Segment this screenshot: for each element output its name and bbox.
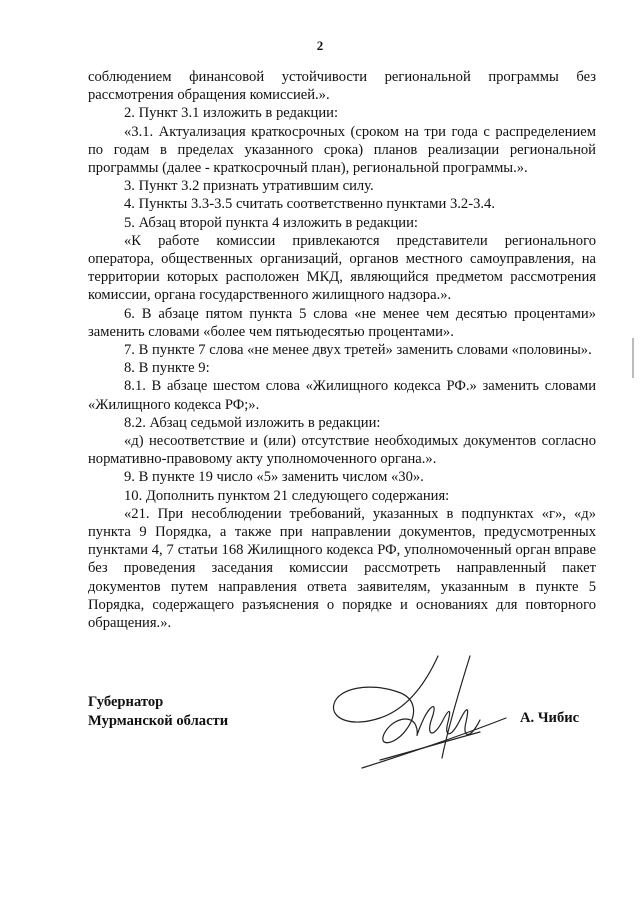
paragraph: 9. В пункте 19 число «5» заменить числом «30».	[124, 469, 424, 486]
paragraph: 7. В пункте 7 слова «не менее двух третей» заменить словами «половины».	[124, 342, 592, 359]
paragraph: соблюдением финансовой устойчивости региональной программы без рассмотрения обращения комиссией.».	[88, 69, 596, 104]
paragraph: «д) несоответствие и (или) отсутствие необходимых документов согласно нормативно-правовому акту уполномоченного органа.».	[88, 433, 596, 468]
paragraph: 8.1. В абзаце шестом слова «Жилищного кодекса РФ.» заменить словами «Жилищного кодекса РФ;».	[88, 378, 596, 413]
signer-name: А. Чибис	[520, 710, 580, 726]
page-number: 2	[316, 38, 324, 53]
paragraph: 5. Абзац второй пункта 4 изложить в редакции:	[124, 214, 418, 231]
paragraph: 3. Пункт 3.2 признать утратившим силу.	[124, 178, 374, 195]
paragraph: «3.1. Актуализация краткосрочных (сроком на три года с распределением по годам в пределах указанного срока) планов реализации региональной программы (далее - краткосрочный план), региональной программы.».	[88, 123, 596, 177]
handwritten-signature	[320, 648, 520, 778]
paragraph: 8. В пункте 9:	[124, 360, 210, 377]
paragraph: 2. Пункт 3.1 изложить в редакции:	[124, 105, 339, 122]
signer-title-line: Губернатор	[88, 694, 164, 710]
paragraph: 6. В абзаце пятом пункта 5 слова «не менее чем десятью процентами» заменить словами «более чем пятьюдесятью процентами».	[88, 305, 596, 340]
scan-edge-mark	[632, 338, 634, 378]
paragraph: 4. Пункты 3.3-3.5 считать соответственно пунктами 3.2-3.4.	[124, 196, 495, 213]
signer-title	[88, 693, 228, 730]
paragraph: 10. Дополнить пунктом 21 следующего содержания:	[124, 487, 450, 504]
signer-title-line: Мурманской области	[88, 712, 229, 729]
paragraph: 8.2. Абзац седьмой изложить в редакции:	[124, 414, 381, 431]
paragraph: «21. При несоблюдении требований, указанных в подпунктах «г», «д» пункта 9 Порядка, а также при направлении документов, предусмотренных пунктами 4, 7 статьи 168 Жилищного кодекса РФ, уполномоченный орган вправе без проведения заседания комиссии рассмотреть направленный пакет документов путем направления ответа заявителям, указанным в пункте 5 Порядка, содержащего разъяснения о порядке и основаниях для повторного обращения.».	[88, 505, 596, 632]
paragraph: «К работе комиссии привлекаются представители регионального оператора, общественных организаций, органов местного самоуправления, на территории которых расположен МКД, являющийся предметом рассмотрения комиссии, органа государственного жилищного надзора.».	[88, 232, 596, 304]
